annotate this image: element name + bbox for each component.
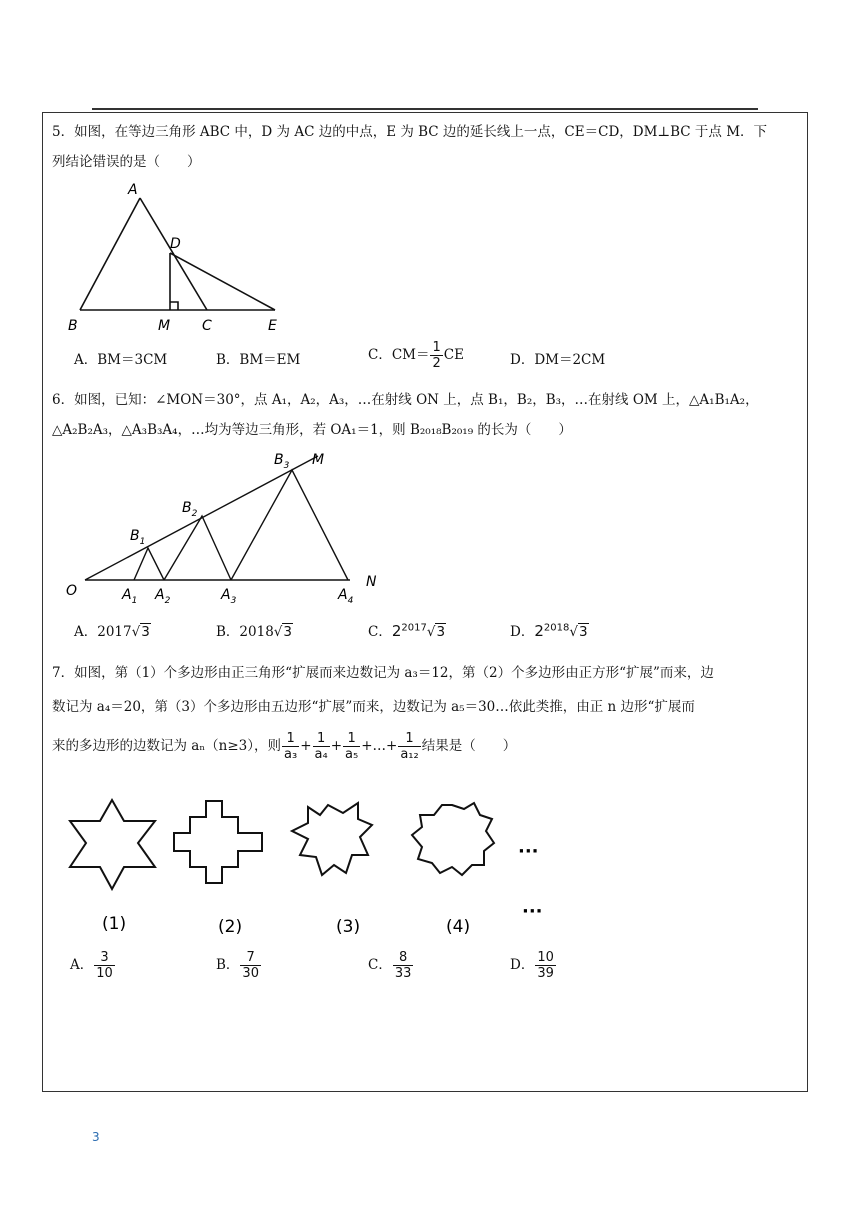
q6-label-a1: $A_1$ [122,587,138,606]
q7-dots: +…+ [361,738,398,754]
q7-term-1: $\frac{1}{\text{a₃}}$ [284,731,298,762]
q7-line3-pre: 来的多边形的边数记为 aₙ（n≥3），则 [52,738,282,754]
q5-label-m: M [158,318,171,334]
q5-label-d: D [170,236,181,252]
q7-option-a-text: A． [70,957,94,973]
q6-option-d-radicand: 3 [578,624,588,640]
question-6 [52,385,800,445]
q6-option-b-text: B．2018 [216,624,274,640]
q7-caption-4: (4) [446,917,471,937]
q6-label-o: O [66,583,78,599]
header-rule [92,108,758,110]
q6-option-c-base: 2 [391,622,402,640]
q6-label-b3: $B_3$ [274,452,290,471]
q6-option-b[interactable]: B．2018√3 [216,624,292,640]
q7-line2: 数记为 a₄＝20，第（3）个多边形由五边形“扩展”而来，边数记为 a₅＝30…依此类推，由正 n 边形“扩展而 [52,699,695,715]
q6-label-b2: $B_2$ [182,500,198,519]
q5-figure [60,178,300,338]
q5-option-c[interactable] [368,340,464,371]
q7-caption-1: (1) [102,914,127,934]
q7-caption-2: (2) [218,917,243,937]
q7-figures [60,795,560,945]
q5-option-c-den: 2 [432,356,441,371]
page-number: 3 [92,1130,100,1144]
q7-option-d[interactable]: D． $\frac{10}{39}$ [510,950,554,981]
q6-label-m: M [312,452,325,468]
q6-label-n: N [366,574,377,590]
q6-line1: 6．如图，已知：∠MON＝30°，点 A₁，A₂，A₃，…在射线 ON 上，点 B₁，B₂，B₃，…在射线 OM 上，△A₁B₁A₂， [52,392,759,408]
q5-label-a: A [128,182,138,198]
q6-option-c-exp: 2017 [401,622,427,634]
q6-option-a-text: A．2017 [74,624,132,640]
q6-option-b-radicand: 3 [283,624,292,640]
q6-option-d[interactable]: D．$2^{2018}√3$ [510,622,588,640]
q6-option-a-radicand: 3 [141,624,150,640]
q5-option-c-suffix: CE [443,347,464,363]
q6-option-c[interactable]: C．$2^{2017}√3$ [368,622,446,640]
q7-option-c-text: C． [368,957,392,973]
q7-line3-post: 结果是（ ） [421,738,517,754]
q6-option-c-radicand: 3 [436,624,446,640]
q7-option-a[interactable]: A． $\frac{3}{10}$ [70,950,113,981]
q7-option-c[interactable]: C． $\frac{8}{33}$ [368,950,412,981]
q6-label-a3: $A_3$ [221,587,237,606]
q5-label-e: E [268,318,277,334]
q7-ellipsis-1: ··· [518,841,539,862]
q5-label-b: B [68,318,78,334]
q6-label-b1: $B_1$ [130,528,146,547]
q7-ellipsis-2: ··· [522,901,543,922]
q6-option-d-exp: 2018 [543,622,570,634]
q7-plus-1: + [300,738,312,754]
q6-line2: △A₂B₂A₃，△A₃B₃A₄，…均为等边三角形，若 OA₁＝1，则 B₂₀₁₈B₂₀₁₉ 的长为（ ） [52,422,572,438]
q7-term-2: $\frac{1}{\text{a₄}}$ [314,731,328,762]
q7-line1: 7．如图，第（1）个多边形由正三角形“扩展而来边数记为 a₃＝12，第（2）个多边形由正方形“扩展”而来，边 [52,665,714,681]
q6-option-a[interactable]: A．2017√3 [74,624,150,640]
q5-option-d[interactable]: D．DM＝2CM [510,352,606,368]
q7-caption-3: (3) [336,917,361,937]
q7-option-b-text: B． [216,957,240,973]
q5-option-a[interactable]: A．BM＝3CM [74,352,168,368]
q5-option-b[interactable]: B．BM＝EM [216,352,301,368]
q6-label-a4: $A_4$ [338,587,354,606]
question-7 [52,656,800,768]
q5-line2: 列结论错误的是（ ） [52,154,201,170]
question-5 [52,117,800,177]
q7-term-3: $\frac{1}{\text{a₅}}$ [345,731,359,762]
q5-label-c: C [202,318,212,334]
q6-figure [60,448,400,608]
q7-option-b[interactable]: B． $\frac{7}{30}$ [216,950,259,981]
q6-label-a2: $A_2$ [155,587,171,606]
q7-line3 [52,724,800,768]
q5-line1: 5．如图，在等边三角形 ABC 中，D 为 AC 边的中点，E 为 BC 边的延长线上一点，CE＝CD，DM⊥BC 于点 M．下 [52,124,768,140]
q6-option-d-text: D． [510,624,535,640]
q7-option-d-text: D． [510,957,535,973]
q7-term-4: $\frac{1}{\text{a₁₂}}$ [400,731,419,762]
q7-plus-2: + [330,738,343,754]
q5-option-c-prefix: C．CM＝ [368,347,430,363]
q6-option-d-base: 2 [534,622,544,640]
q6-option-c-text: C． [368,624,392,640]
q5-option-c-num: 1 [432,340,441,355]
